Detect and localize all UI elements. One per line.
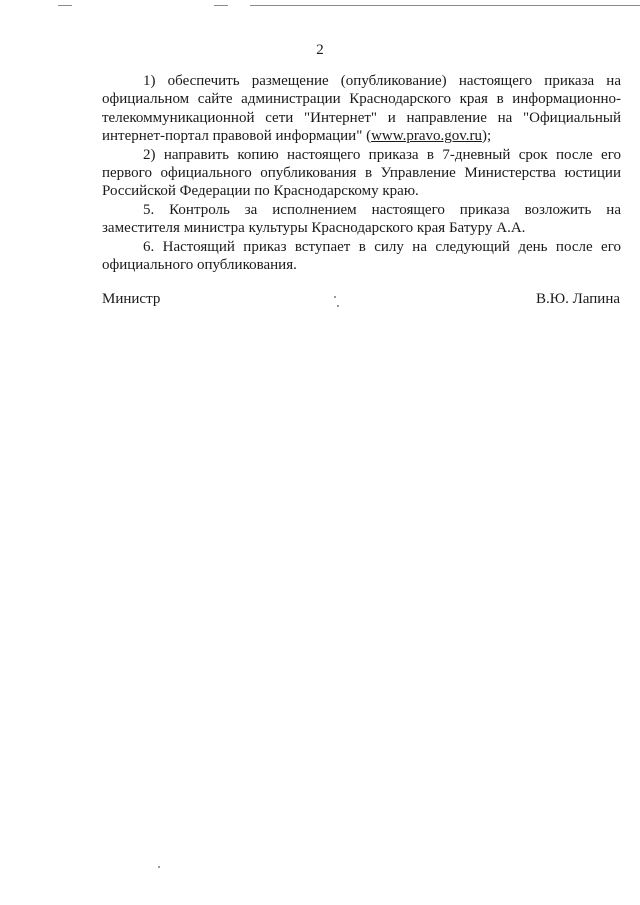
paragraph-copy-direction: 2) направить копию настоящего приказа в 7-дневный срок после его первого официального опубликования в Управление Министерства юстиции Российской Федерации по Краснодарскому краю. xyxy=(102,146,621,200)
scan-speck xyxy=(158,866,160,868)
signature-title: Министр xyxy=(102,291,161,307)
paragraph-effective-date: 6. Настоящий приказ вступает в силу на следующий день после его официального опубликования. xyxy=(102,238,621,274)
signature-name: В.Ю. Лапина xyxy=(535,291,620,307)
scan-speck xyxy=(337,305,339,307)
paragraph-text: 1) обеспечить размещение (опубликование) настоящего приказа на официальном сайте администрации Краснодарского края в информационно-телекоммуникационной сети "Интернет" и направление на "Официальный интернет-портал правовой информации" ( xyxy=(102,73,621,145)
scan-artifact-line xyxy=(58,5,72,6)
paragraph-publication xyxy=(102,72,621,146)
pravo-link[interactable]: www.pravo.gov.ru xyxy=(371,128,483,145)
paragraph-text: ); xyxy=(482,128,492,145)
scan-speck xyxy=(334,296,336,298)
scan-artifact-line xyxy=(250,5,640,6)
paragraph-control: 5. Контроль за исполнением настоящего приказа возложить на заместителя министра культуры Краснодарского края Батуру А.А. xyxy=(102,201,621,237)
document-body xyxy=(102,72,621,274)
scan-artifact-line xyxy=(214,5,228,6)
page-number: 2 xyxy=(316,42,324,58)
